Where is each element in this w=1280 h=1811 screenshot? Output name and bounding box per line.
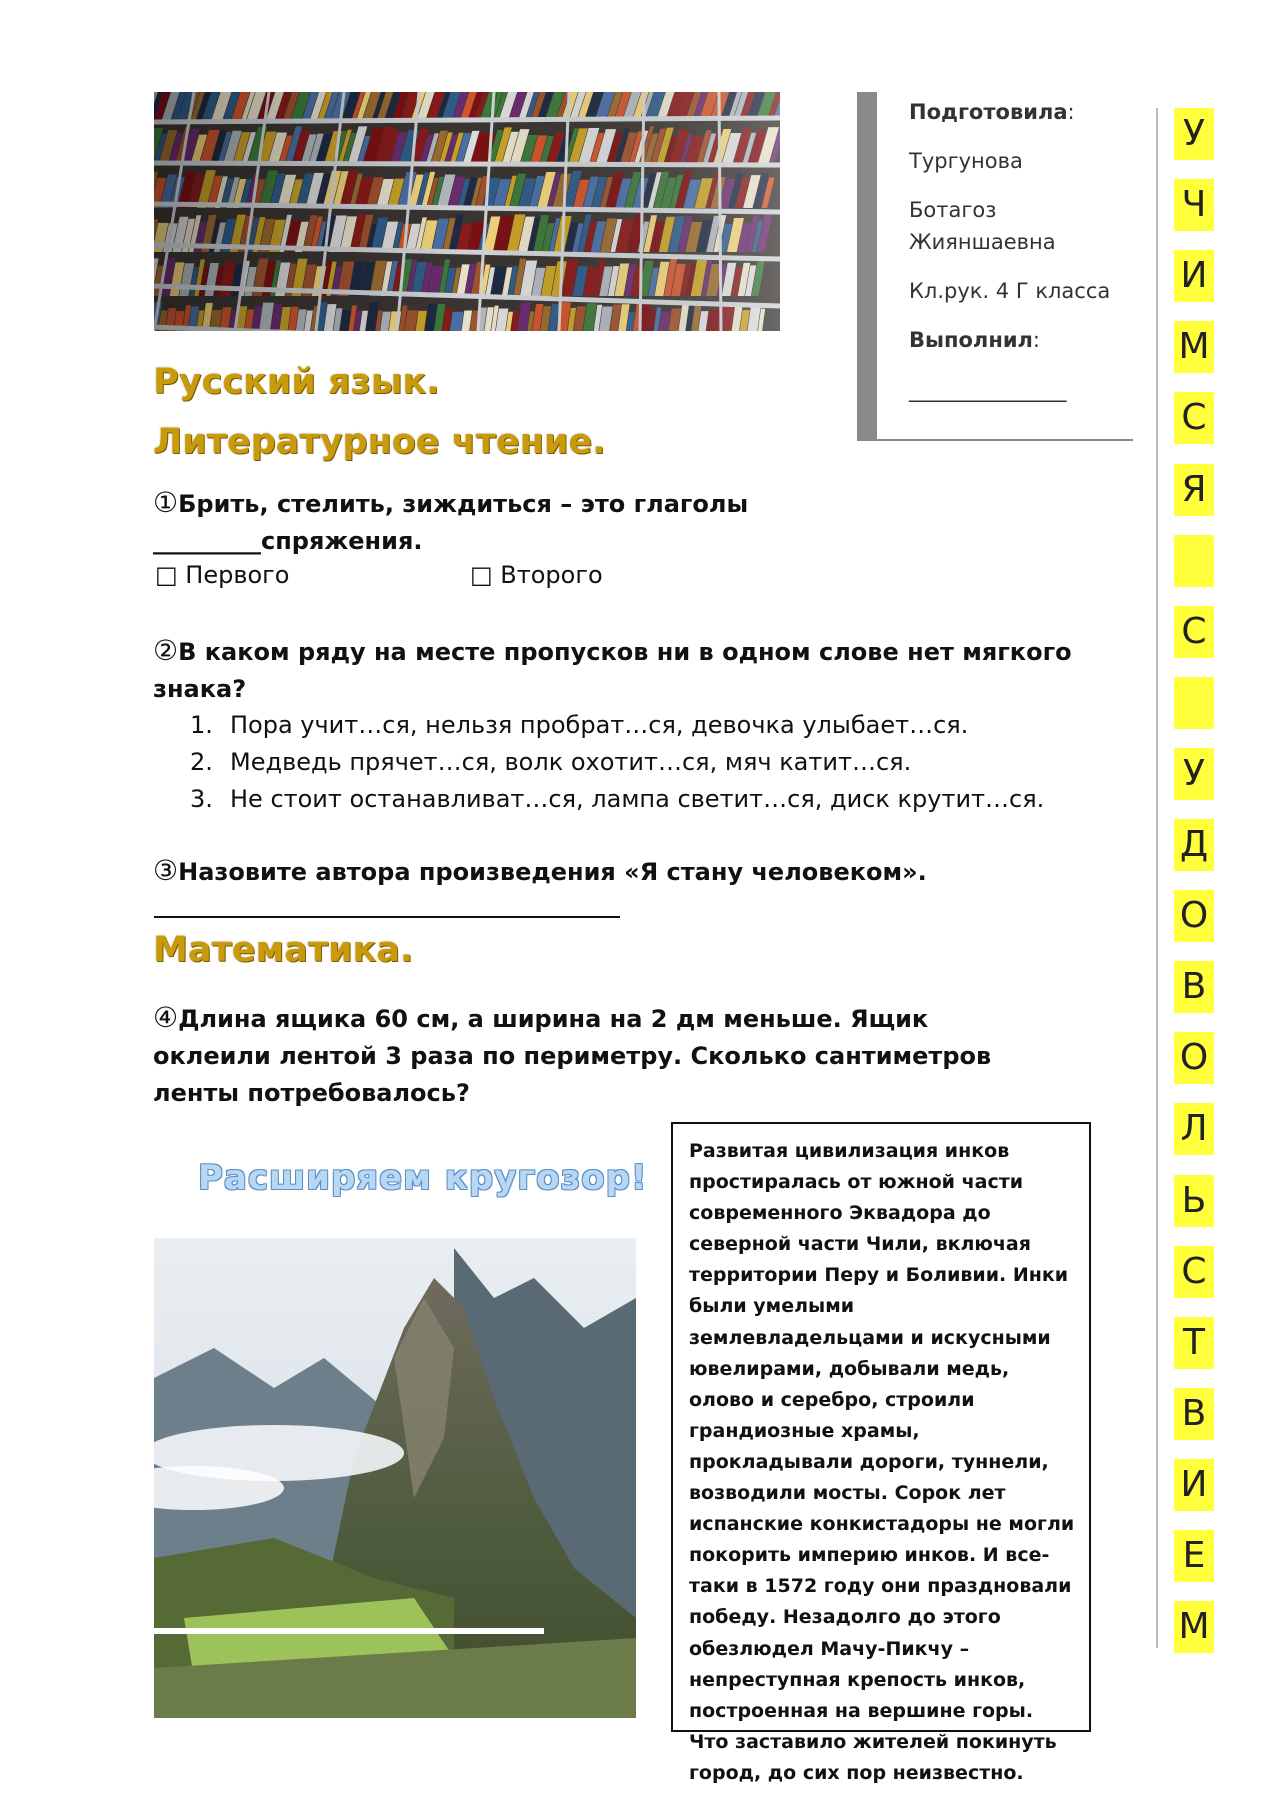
answer-option-3[interactable] [190,781,1044,818]
library-bookshelf-image [154,92,780,331]
motto-letter [1174,677,1214,729]
motto-letter: Е [1174,1530,1214,1582]
option-second[interactable]: □ Второго [470,561,603,589]
question-3 [153,852,1053,891]
motto-letter: Я [1174,464,1214,516]
question-4 [153,999,1033,1112]
answer-option-2[interactable] [190,744,1044,781]
answer-text-3: Не стоит останавливат…ся, лампа светит…ся, диск крутит…ся. [230,785,1045,813]
motto-letter: И [1174,250,1214,302]
motto-letter: М [1174,321,1214,373]
prepared-label-line [909,100,1075,124]
motto-letter: В [1174,961,1214,1013]
motto-letter [1174,535,1214,587]
bookshelf-illustration [154,92,780,331]
fact-textbox: Развитая цивилизация инков простиралась от южной части современного Эквадора до северной части Чили, включая территории Перу и Боливии. Инки были умелыми землевладельцами и искусными ювелирами, добывали медь, олово и серебро, строили грандиозные храмы, прокладывали дороги, туннели, возводили мосты. Сорок лет испанские конкистадоры не могли покорить империю инков. И все-таки в 1572 году они праздновали победу. Незадолго до этого обезлюдел Мачу-Пикчу – непреступная крепость инков, построенная на вершине горы. Что заставило жителей покинуть город, до сих пор неизвестно. [671,1122,1091,1732]
executed-blank: _______________ [909,378,1067,402]
author-surname: Тургунова [909,149,1023,173]
motto-letter: О [1174,890,1214,942]
author-role: Кл.рук. 4 Г класса [909,279,1111,303]
author-info-box [857,92,1133,441]
motto-letter: Т [1174,1317,1214,1369]
answer-line-q3[interactable] [154,916,620,918]
executed-label: Выполнил [909,328,1033,352]
option-first[interactable]: □ Первого [155,561,290,589]
question-1-number: ① [153,486,179,519]
motto-letter: О [1174,1032,1214,1084]
answer-number-3: 3. [190,785,213,813]
question-3-text: Назовите автора произведения «Я стану человеком». [178,858,927,886]
question-2-options [190,707,1044,818]
executed-colon: : [1032,328,1040,352]
motto-letter: С [1174,1246,1214,1298]
answer-text-1: Пора учит…ся, нельзя пробрат…ся, девочка улыбает…ся. [230,711,969,739]
answer-text-2: Медведь прячет…ся, волк охотит…ся, мяч катит…ся. [230,748,912,776]
motto-letter: Д [1174,819,1214,871]
question-1-text: Брить, стелить, зиждиться – это глаголы [178,490,749,518]
section-title-math: Математика. [153,930,414,970]
answer-number-2: 2. [190,748,213,776]
question-3-number: ③ [153,854,179,887]
author-name: Ботагоз [909,198,997,222]
motto-letter: И [1174,1459,1214,1511]
motto-letter: Ч [1174,179,1214,231]
prepared-label: Подготовила [909,100,1068,124]
motto-letter: С [1174,392,1214,444]
question-1-blank: _________ [153,527,261,555]
motto-letter: Л [1174,1103,1214,1155]
motto-letter: Ь [1174,1175,1214,1227]
extra-heading: Расширяем кругозор! [198,1158,648,1198]
machu-picchu-image [154,1238,636,1718]
question-1 [153,484,853,560]
question-4-text: Длина ящика 60 см, а ширина на 2 дм меньше. Ящик оклеили лентой 3 раза по периметру. Сколько сантиметров ленты потребовалось? [153,1005,992,1107]
answer-number-1: 1. [190,711,213,739]
motto-letter: У [1174,748,1214,800]
section-title-russian: Русский язык. Литературное чтение. [153,362,606,462]
motto-letter: М [1174,1601,1214,1653]
question-1-text-end: спряжения. [261,527,423,555]
question-2 [153,632,1073,708]
answer-option-1[interactable] [190,707,1044,744]
author-patronymic: Жияншаевна [909,230,1056,254]
question-4-number: ④ [153,1001,179,1034]
question-2-number: ② [153,634,179,667]
mountain-illustration [154,1238,636,1718]
motto-letter: У [1174,108,1214,160]
question-2-text: В каком ряду на месте пропусков ни в одном слове нет мягкого знака? [153,638,1072,703]
motto-letter: С [1174,606,1214,658]
executed-label-line [909,328,1040,352]
prepared-colon: : [1067,100,1075,124]
vertical-divider-line [1156,108,1158,1648]
motto-letter: В [1174,1388,1214,1440]
